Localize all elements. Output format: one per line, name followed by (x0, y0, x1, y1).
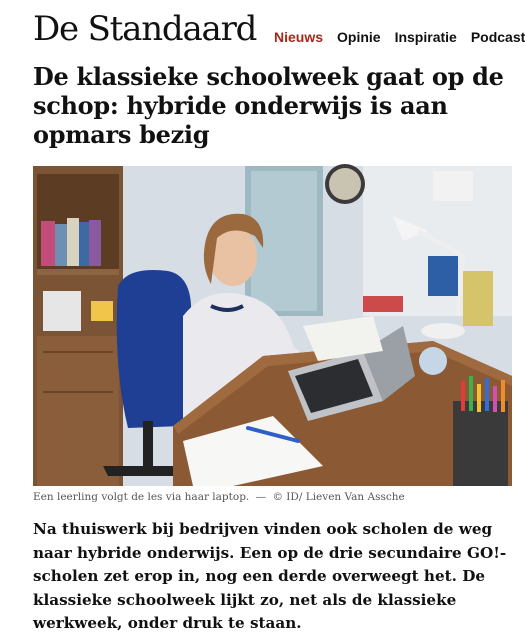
masthead (0, 0, 525, 58)
article-headline: De klassieke schoolweek gaat op de schop: hybride onderwijs is aan opmars bezig (33, 62, 504, 149)
nav-item-podcast[interactable]: Podcast (470, 29, 525, 45)
article-intro: Na thuiswerk bij bedrijven vinden ook scholen de weg naar hybride onderwijs. Een op de drie secundaire GO!-scholen zet erop in, nog een derde overweegt het. De klassieke schoolweek lijkt zo, net als de klassieke werkweek, onder druk te staan. (33, 520, 507, 632)
nav-item-opinie[interactable]: Opinie (337, 29, 381, 45)
article-photo[interactable] (33, 166, 512, 486)
nav-item-nieuws[interactable]: Nieuws (274, 29, 324, 45)
nav-item-inspiratie[interactable]: Inspiratie (394, 29, 457, 45)
photo-illustration (33, 166, 512, 486)
site-logo[interactable]: De Standaard (33, 9, 257, 49)
main-nav (274, 29, 525, 45)
caption-text: Een leerling volgt de les via haar laptop. (33, 491, 250, 503)
photo-caption (33, 491, 513, 503)
photo-credit: © ID/ Lieven Van Assche (272, 491, 405, 503)
caption-separator: — (255, 491, 267, 503)
